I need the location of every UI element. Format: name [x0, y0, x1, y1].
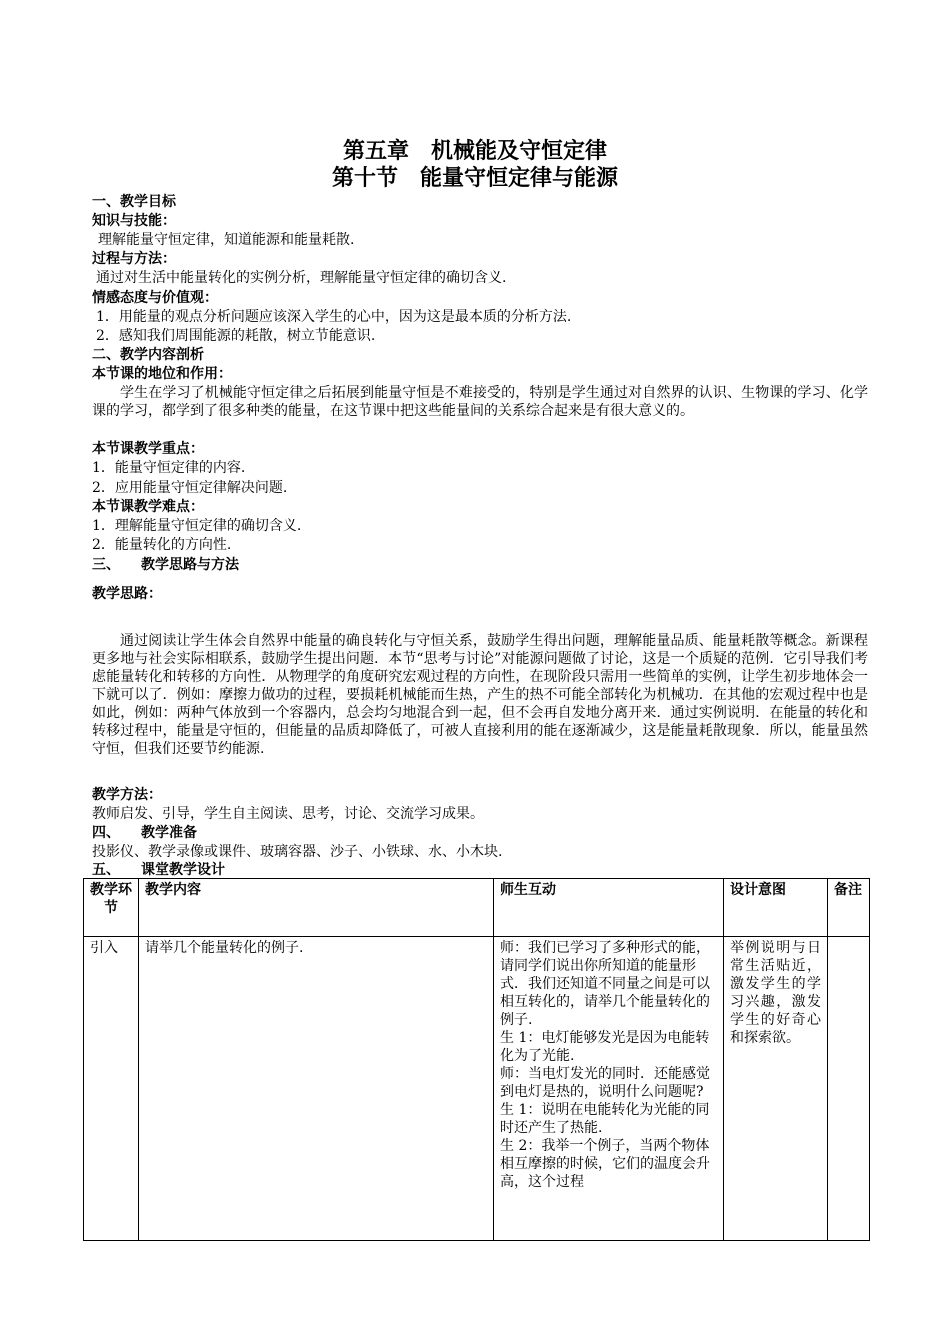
difficult-points-label: 本节课教学难点：: [92, 499, 204, 515]
difficult-point-2: 2．能量转化的方向性.: [92, 537, 232, 553]
teaching-idea-label: 教学思路：: [92, 586, 162, 602]
attitude-item-2: 2．感知我们周围能源的耗散，树立节能意识.: [96, 328, 376, 344]
interaction-line: 师：我们已学习了多种形式的能，请同学们说出你所知道的能量形式．我们还知道不同量之间是可以相互转化的，请举几个能量转化的例子.: [500, 940, 710, 1028]
prep-heading: 四、 教学准备: [92, 825, 197, 841]
interaction-line: 生 2：我举一个例子，当两个物体相互摩擦的时候，它们的温度会升高，这个过程: [500, 1138, 710, 1190]
row-note: [828, 937, 870, 1241]
analysis-heading: 二、教学内容剖析: [92, 347, 204, 363]
teaching-idea-paragraph: 通过阅读让学生体会自然界中能量的确良转化与守恒关系，鼓励学生得出问题，理解能量品质、能量耗散等概念。新课程更多地与社会实际相联系，鼓励学生提出问题．本节“思考与讨论”对能源问题做了讨论，这是一个质疑的范例．它引导我们考虑能量转化和转移的方向性．从物理学的角度研究宏观过程的方向性，在现阶段只需用一些简单的实例，让学生初步地体会一下就可以了．例如：摩擦力做功的过程，要损耗机械能而生热，产生的热不可能全部转化为机械功．在其他的宏观过程中也是如此，例如：两种气体放到一个容器内，总会均匀地混合到一起，但不会再自发地分离开来．通过实例说明．在能量的转化和转移过程中，能量是守恒的，但能量的品质却降低了，可被人直接利用的能在逐渐减少，这是能量耗散现象．所以，能量虽然守恒，但我们还要节约能源.: [92, 633, 868, 757]
status-paragraph: 学生在学习了机械能守恒定律之后拓展到能量守恒是不难接受的，特别是学生通过对自然界的认识、生物课的学习、化学课的学习，都学到了很多种类的能量，在这节课中把这些能量间的关系综合起来是有很大意义的。: [92, 385, 868, 419]
prep-text: 投影仪、教学录像或课件、玻璃容器、沙子、小铁球、水、小木块.: [92, 844, 503, 860]
row-stage: 引入: [84, 937, 139, 1241]
teaching-method-label: 教学方法：: [92, 787, 162, 803]
header-intent: 设计意图: [724, 879, 828, 937]
key-point-1: 1．能量守恒定律的内容.: [92, 460, 246, 476]
row-content: 请举几个能量转化的例子.: [139, 937, 494, 1241]
table-row: [84, 937, 870, 1241]
header-note: 备注: [828, 879, 870, 937]
attitude-label: 情感态度与价值观：: [92, 290, 218, 306]
lesson-design-table: [83, 878, 870, 1241]
key-points-label: 本节课教学重点：: [92, 441, 204, 457]
knowledge-label: 知识与技能：: [92, 213, 176, 229]
table-header-row: [84, 879, 870, 937]
chapter-title: 第五章 机械能及守恒定律: [342, 139, 607, 164]
knowledge-text: 理解能量守恒定律，知道能源和能量耗散.: [98, 232, 355, 248]
interaction-line: 生 1：电灯能够发光是因为电能转化为了光能.: [500, 1030, 710, 1064]
interaction-line: 师：当电灯发光的同时．还能感觉到电灯是热的，说明什么问题呢?: [500, 1066, 710, 1100]
process-label: 过程与方法：: [92, 251, 176, 267]
key-point-2: 2．应用能量守恒定律解决问题.: [92, 480, 288, 496]
header-content: 教学内容: [139, 879, 494, 937]
row-intent: 举例说明与日常生活贴近，激发学生的学习兴趣，激发学生的好奇心和探索欲。: [724, 937, 828, 1241]
difficult-point-1: 1．理解能量守恒定律的确切含义.: [92, 518, 302, 534]
process-text: 通过对生活中能量转化的实例分析，理解能量守恒定律的确切含义.: [96, 270, 507, 286]
section-title: 第十节 能量守恒定律与能源: [331, 166, 618, 191]
design-heading: 五、 课堂教学设计: [92, 862, 225, 878]
row-interaction: [494, 937, 724, 1241]
teaching-method-text: 教师启发、引导，学生自主阅读、思考，讨论、交流学习成果。: [92, 806, 484, 822]
status-label: 本节课的地位和作用：: [92, 366, 232, 382]
attitude-item-1: 1．用能量的观点分析问题应该深入学生的心中，因为这是最本质的分析方法.: [96, 309, 572, 325]
header-stage: 教学环节: [84, 879, 139, 937]
header-interaction: 师生互动: [494, 879, 724, 937]
goals-heading: 一、教学目标: [92, 194, 176, 210]
interaction-line: 生 1：说明在电能转化为光能的同时还产生了热能.: [500, 1102, 710, 1136]
method-heading: 三、 教学思路与方法: [92, 557, 239, 573]
